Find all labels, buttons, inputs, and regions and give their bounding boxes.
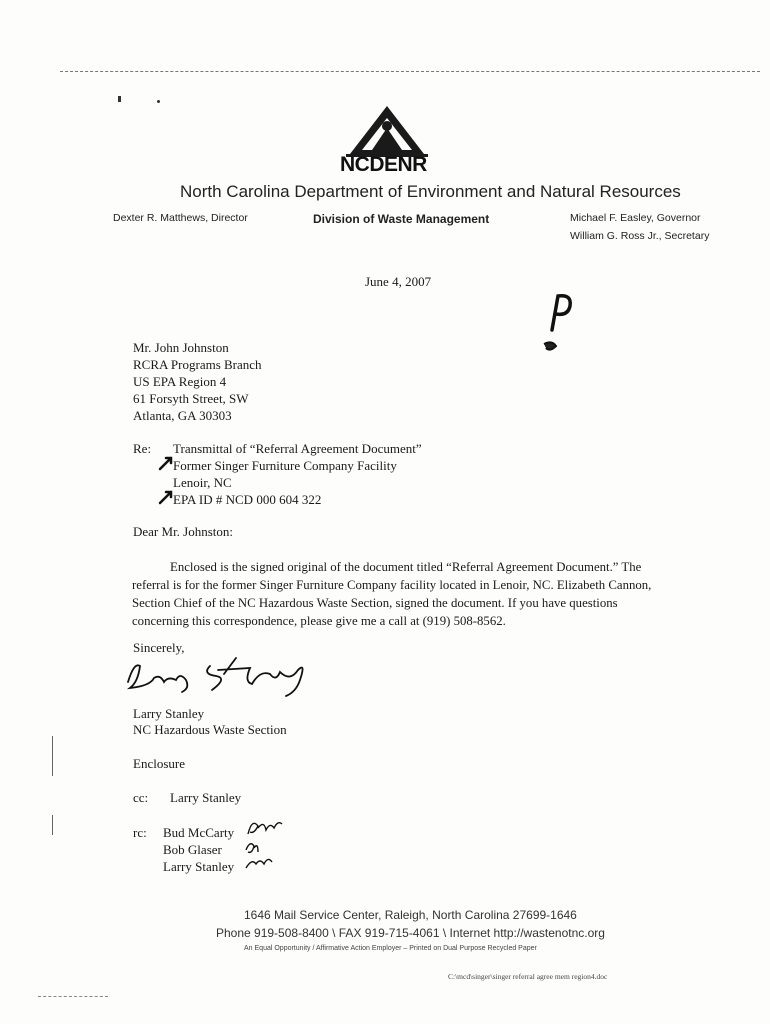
logo-wordmark: NCDENR — [340, 153, 427, 176]
re-line: Lenoir, NC — [173, 475, 232, 490]
letter-date: June 4, 2007 — [365, 274, 432, 289]
salutation: Dear Mr. Johnston: — [133, 524, 234, 539]
enclosure-note: Enclosure — [133, 756, 185, 771]
handwritten-bullet-arrow — [158, 455, 174, 471]
signer-section: NC Hazardous Waste Section — [133, 722, 287, 737]
signer-name: Larry Stanley — [133, 706, 205, 721]
scan-bottom-rule — [38, 996, 108, 997]
division-name: Division of Waste Management — [313, 212, 490, 226]
scan-speck — [157, 100, 160, 103]
footer-phone: Phone 919-508-8400 \ FAX 919-715-4061 \ Internet http://wastenotnc.org — [216, 926, 605, 940]
rc-recipient: Larry Stanley — [163, 859, 235, 874]
body-text: Enclosed is the signed original of the document titled “Referral Agreement Document.” The referral is for the former Singer Furniture Company facility located in Lenoir, NC. Elizabeth Cannon, Section Chief of the NC Hazardous Waste Section, signed the document. If you have questions concerning this correspondence, please give me a call at (919) 508-8562. — [132, 560, 652, 628]
recipient-line: Mr. John Johnston — [133, 340, 229, 355]
scan-margin-mark — [52, 736, 53, 776]
cc-label: cc: — [133, 790, 149, 805]
handwritten-bullet-arrow — [158, 489, 174, 505]
governor-name: Michael F. Easley, Governor — [570, 212, 701, 224]
re-line: EPA ID # NCD 000 604 322 — [173, 492, 322, 507]
recipient-line: 61 Forsyth Street, SW — [133, 391, 249, 406]
footer-eeo: An Equal Opportunity / Affirmative Action Employer – Printed on Dual Purpose Recycled Paper — [244, 945, 537, 952]
recipient-line: US EPA Region 4 — [133, 374, 227, 389]
body-paragraph — [132, 558, 652, 630]
file-path: C:\mcd\singer\singer referral agree mem region4.doc — [448, 972, 608, 981]
scan-speck — [118, 96, 121, 102]
agency-name: North Carolina Department of Environment and Natural Resources — [180, 182, 681, 201]
rc-recipient: Bud McCarty — [163, 825, 235, 840]
re-label: Re: — [133, 441, 152, 456]
re-line: Transmittal of “Referral Agreement Document” — [173, 441, 422, 456]
director-name: Dexter R. Matthews, Director — [113, 212, 248, 224]
ncdenr-logo — [342, 104, 432, 160]
initials-mark — [244, 812, 284, 872]
signature-larry-stanley — [120, 652, 320, 702]
re-line: Former Singer Furniture Company Facility — [173, 458, 397, 473]
secretary-name: William G. Ross Jr., Secretary — [570, 230, 710, 242]
scan-top-rule — [60, 71, 760, 72]
handwritten-p-mark — [540, 290, 580, 360]
recipient-line: RCRA Programs Branch — [133, 357, 262, 372]
rc-label: rc: — [133, 825, 147, 840]
closing: Sincerely, — [133, 640, 185, 655]
recipient-line: Atlanta, GA 30303 — [133, 408, 232, 423]
cc-recipient: Larry Stanley — [170, 790, 242, 805]
footer-address: 1646 Mail Service Center, Raleigh, North Carolina 27699-1646 — [244, 908, 577, 922]
rc-recipient: Bob Glaser — [163, 842, 222, 857]
scan-margin-mark — [52, 815, 53, 835]
